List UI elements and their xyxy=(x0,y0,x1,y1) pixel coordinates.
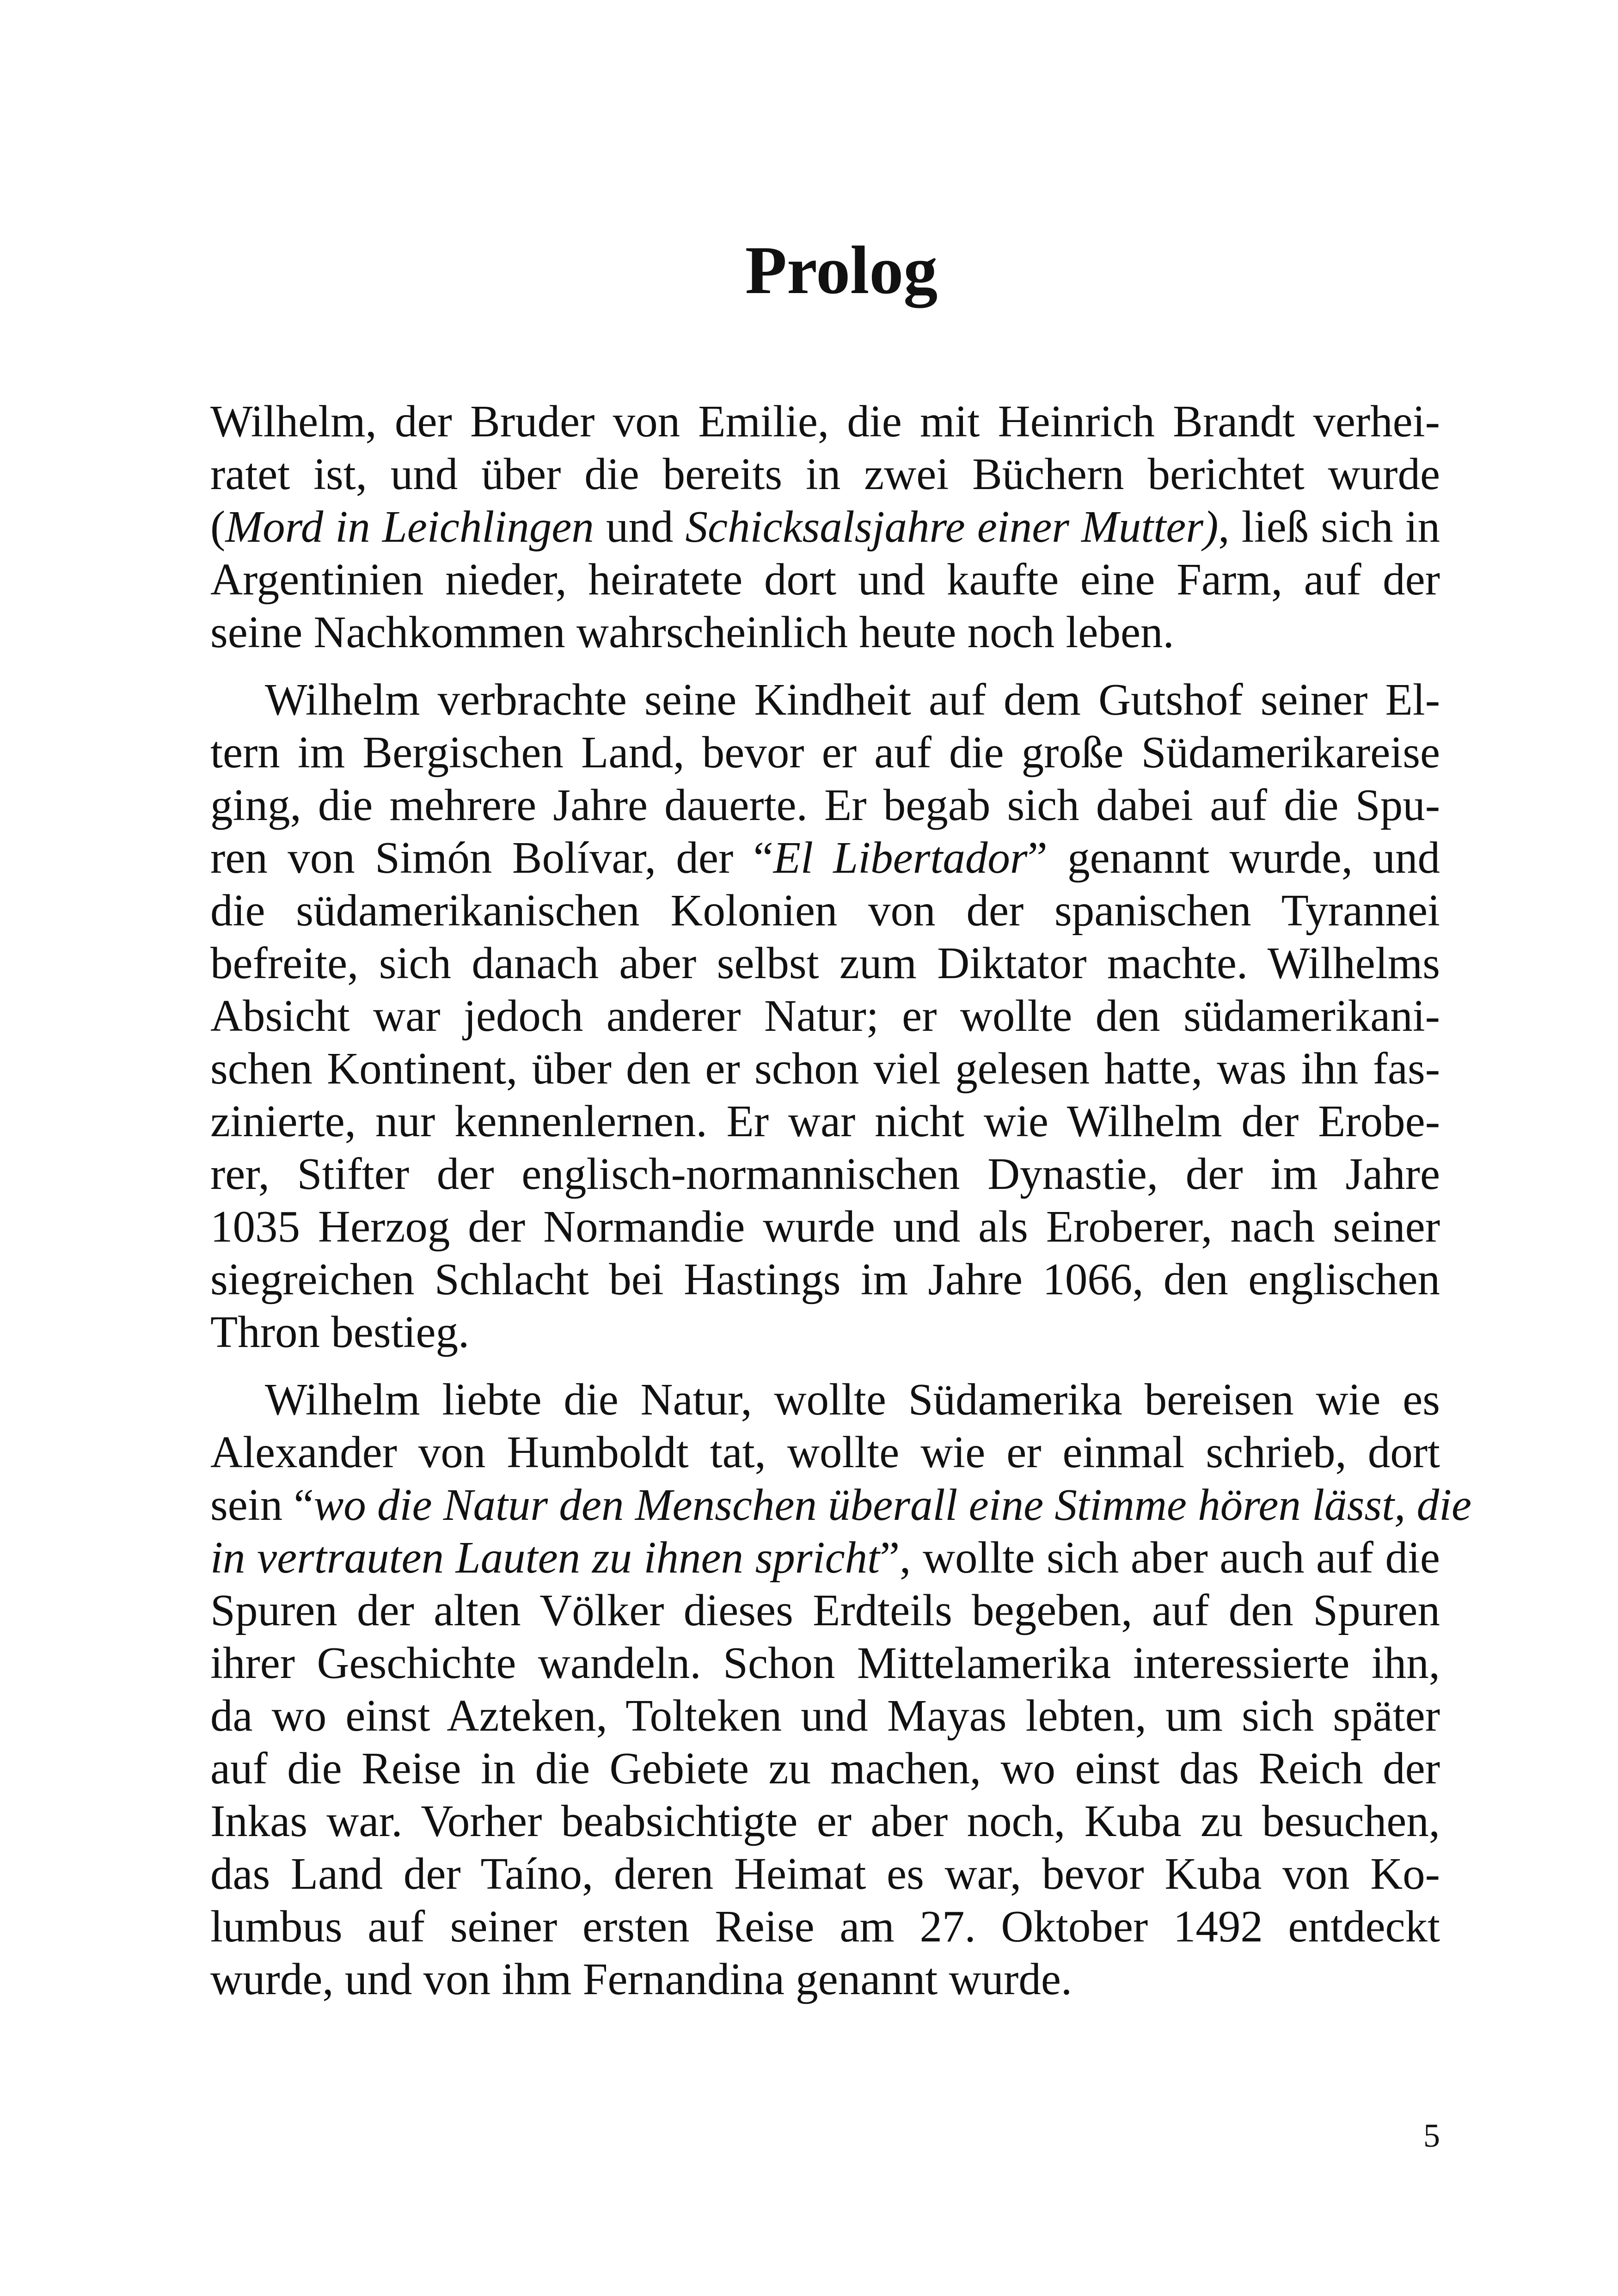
text-line xyxy=(210,779,1440,832)
text-line xyxy=(210,1900,1440,1953)
text-line xyxy=(210,673,1440,726)
text-line xyxy=(210,1795,1440,1848)
text-run: ren von Simón Bolívar, der “ xyxy=(210,833,773,882)
text-run: wurde, und von ihm Fernandina genannt wurde. xyxy=(210,1954,1073,2004)
text-run: ging, die mehrere Jahre dauerte. Er begab sich dabei auf die Spu- xyxy=(210,780,1440,830)
text-line xyxy=(210,1253,1440,1306)
text-line xyxy=(210,1306,1440,1359)
text-run: Wilhelm, der Bruder von Emilie, die mit Heinrich Brandt verhei- xyxy=(210,397,1440,446)
paragraph-gap xyxy=(210,659,1440,673)
text-run: Wilhelm verbrachte seine Kindheit auf dem Gutshof seiner El- xyxy=(265,675,1440,724)
text-run: zinierte, nur kennenlernen. Er war nicht wie Wilhelm der Erobe- xyxy=(210,1096,1440,1146)
chapter-title: Prolog xyxy=(745,233,938,308)
text-run: die südamerikanischen Kolonien von der spanischen Tyrannei xyxy=(210,886,1440,935)
text-run: Inkas war. Vorher beabsichtigte er aber noch, Kuba zu besuchen, xyxy=(210,1796,1440,1846)
italic-run: in vertrauten Lauten zu ihnen spricht xyxy=(210,1533,880,1582)
text-line xyxy=(210,1479,1472,1531)
text-line xyxy=(210,1584,1440,1637)
text-line xyxy=(210,1690,1440,1742)
italic-run: El Libertador xyxy=(773,833,1028,882)
text-run: tern im Bergischen Land, bevor er auf die große Südamerikareise xyxy=(210,728,1440,777)
text-line xyxy=(210,1200,1440,1253)
text-run: Absicht war jedoch anderer Natur; er wollte den südamerikani- xyxy=(210,991,1440,1041)
text-run: da wo einst Azteken, Tolteken und Mayas lebten, um sich später xyxy=(210,1691,1440,1740)
text-run: Alexander von Humboldt tat, wollte wie er einmal schrieb, dort xyxy=(210,1427,1440,1477)
text-run: befreite, sich danach aber selbst zum Diktator machte. Wilhelms xyxy=(210,938,1440,988)
italic-run: wo die Natur den Menschen überall eine Stimme hören lässt, die xyxy=(313,1480,1472,1530)
text-line xyxy=(210,1848,1440,1900)
text-line xyxy=(210,1531,1440,1584)
text-line xyxy=(210,990,1440,1042)
italic-run: Schicksalsjahre einer Mutter) xyxy=(685,502,1219,551)
text-line xyxy=(210,553,1440,606)
text-run: lumbus auf seiner ersten Reise am 27. Oktober 1492 entdeckt xyxy=(210,1902,1440,1951)
text-line xyxy=(210,501,1440,553)
text-line xyxy=(210,726,1440,779)
text-run: , ließ sich in xyxy=(1218,502,1440,551)
text-run: seine Nachkommen wahrscheinlich heute noch leben. xyxy=(210,607,1174,657)
paragraph-3 xyxy=(210,1373,1472,2006)
paragraph-1 xyxy=(210,395,1440,659)
text-line xyxy=(210,937,1440,990)
text-run: ( xyxy=(210,502,226,551)
text-run: rer, Stifter der englisch-normannischen Dynastie, der im Jahre xyxy=(210,1149,1440,1199)
body-text xyxy=(210,395,1472,2006)
text-run: ratet ist, und über die bereits in zwei Büchern berichtet wurde xyxy=(210,449,1440,499)
text-run: 1035 Herzog der Normandie wurde und als Eroberer, nach seiner xyxy=(210,1202,1440,1251)
text-line xyxy=(210,884,1440,937)
text-line xyxy=(210,448,1440,501)
text-run: schen Kontinent, über den er schon viel gelesen hatte, was ihn fas- xyxy=(210,1044,1440,1093)
text-line xyxy=(210,1953,1440,2006)
text-line xyxy=(210,1637,1440,1690)
text-run: ” genannt wurde, und xyxy=(1027,833,1440,882)
text-run: sein “ xyxy=(210,1480,314,1530)
italic-run: Mord in Leichlingen xyxy=(225,502,594,551)
text-line xyxy=(210,832,1440,884)
text-line xyxy=(210,395,1440,448)
text-run: ”, wollte sich aber auch auf die xyxy=(880,1533,1440,1582)
text-run: das Land der Taíno, deren Heimat es war, bevor Kuba von Ko- xyxy=(210,1849,1440,1898)
text-line xyxy=(210,1373,1440,1426)
text-line xyxy=(210,1426,1440,1479)
text-line xyxy=(210,1095,1440,1148)
text-run: auf die Reise in die Gebiete zu machen, wo einst das Reich der xyxy=(210,1744,1440,1793)
text-run: siegreichen Schlacht bei Hastings im Jahre 1066, den englischen xyxy=(210,1255,1440,1304)
text-run: Spuren der alten Völker dieses Erdteils begeben, auf den Spuren xyxy=(210,1586,1440,1635)
text-run: Thron bestieg. xyxy=(210,1307,470,1357)
paragraph-gap xyxy=(210,1359,1440,1373)
page-number: 5 xyxy=(1423,2117,1440,2154)
text-run: Wilhelm liebte die Natur, wollte Südamerika bereisen wie es xyxy=(265,1375,1440,1424)
text-run: ihrer Geschichte wandeln. Schon Mittelamerika interessierte ihn, xyxy=(210,1638,1440,1688)
paragraph-2 xyxy=(210,673,1440,1359)
text-line xyxy=(210,1742,1440,1795)
text-line xyxy=(210,606,1440,659)
text-run: und xyxy=(594,502,686,551)
text-line xyxy=(210,1148,1440,1200)
text-run: Argentinien nieder, heiratete dort und kaufte eine Farm, auf der xyxy=(210,555,1440,604)
text-line xyxy=(210,1042,1440,1095)
